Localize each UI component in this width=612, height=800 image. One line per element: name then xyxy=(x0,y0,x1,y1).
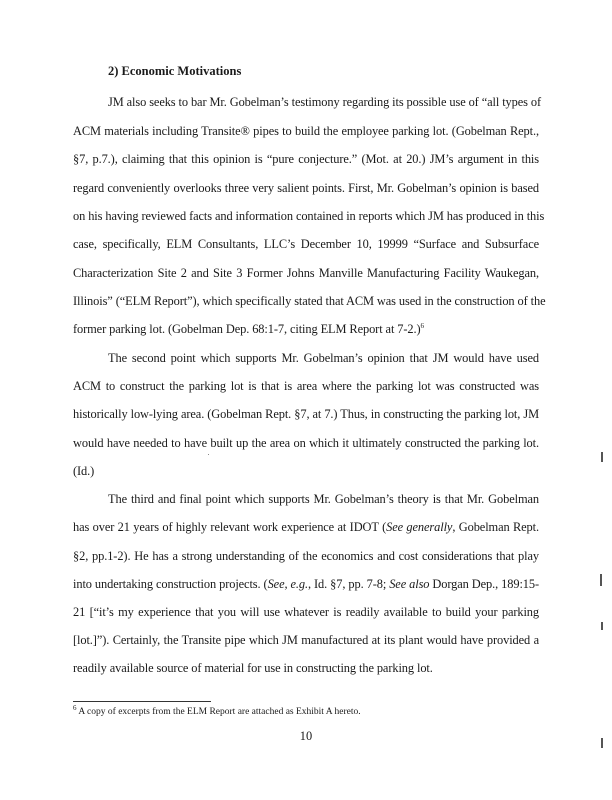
footnote-separator xyxy=(73,701,211,702)
paragraph1-line: JM also seeks to bar Mr. Gobelman’s testimony regarding its possible use of “all types of xyxy=(108,95,541,109)
scan-speck xyxy=(601,738,603,748)
paragraph3-line: The third and final point which supports Mr. Gobelman’s theory is that Mr. Gobelman xyxy=(108,492,539,506)
paragraph1-last-text: former parking lot. (Gobelman Dep. 68:1-7, citing ELM Report at 7-2.) xyxy=(73,322,421,336)
page-number: 10 xyxy=(299,729,313,743)
paragraph1-line: case, specifically, ELM Consultants, LLC’s December 10, 19999 “Surface and Subsurface xyxy=(73,237,539,251)
paragraph3-text: has over 21 years of highly relevant work experience at IDOT ( xyxy=(73,520,387,534)
paragraph1-line: §7, p.7.), claiming that this opinion is “pure conjecture.” (Mot. at 20.) JM’s argument in this xyxy=(73,152,539,166)
paragraph1-last-line xyxy=(73,321,424,337)
scan-speck xyxy=(208,454,209,455)
paragraph1-line: regard conveniently overlooks three very salient points. First, Mr. Gobelman’s opinion is based xyxy=(73,181,539,195)
scan-speck xyxy=(600,574,602,586)
paragraph2-line: historically low-lying area. (Gobelman Rept. §7, at 7.) Thus, in constructing the parking lot, JM xyxy=(73,407,539,421)
citation-signal: See generally xyxy=(386,520,453,534)
paragraph3-line: 21 [“it’s my experience that you will use whatever is readily available to build your parking xyxy=(73,605,539,619)
paragraph3-line xyxy=(73,519,539,535)
paragraph3-text: , Id. §7, pp. 7-8; xyxy=(308,577,390,591)
citation-signal: See, e.g. xyxy=(267,577,308,591)
paragraph1-line: ACM materials including Transite® pipes to build the employee parking lot. (Gobelman Rept., xyxy=(73,124,539,138)
paragraph2-line: would have needed to have built up the area on which it ultimately constructed the parking lot. xyxy=(73,436,539,450)
section-heading: 2) Economic Motivations xyxy=(108,64,242,78)
paragraph1-line: Illinois” (“ELM Report”), which specifically stated that ACM was used in the construction of the xyxy=(73,294,546,308)
citation-signal: See also xyxy=(389,577,430,591)
paragraph3-text: into undertaking construction projects. ( xyxy=(73,577,268,591)
footnote-text: A copy of excerpts from the ELM Report are attached as Exhibit A hereto. xyxy=(76,707,361,717)
paragraph3-line: §2, pp.1-2). He has a strong understanding of the economics and cost considerations that play xyxy=(73,549,539,563)
paragraph3-line: [lot.]”). Certainly, the Transite pipe which JM manufactured at its plant would have provided a xyxy=(73,633,539,647)
scan-speck xyxy=(601,622,603,630)
paragraph2-line: ACM to construct the parking lot is that is area where the parking lot was constructed was xyxy=(73,379,539,393)
paragraph2-last-line: (Id.) xyxy=(73,464,95,478)
paragraph3-last-line: readily available source of material for use in constructing the parking lot. xyxy=(73,661,433,675)
paragraph2-line: The second point which supports Mr. Gobelman’s opinion that JM would have used xyxy=(108,351,539,365)
scan-speck xyxy=(601,452,603,462)
paragraph1-line: Characterization Site 2 and Site 3 Former Johns Manville Manufacturing Facility Waukegan, xyxy=(73,266,539,280)
footnote-reference: 6 xyxy=(420,321,424,330)
footnote xyxy=(73,703,361,717)
paragraph3-text: Dorgan Dep., 189:15- xyxy=(429,577,539,591)
paragraph1-line: on his having reviewed facts and information contained in reports which JM has produced in this xyxy=(73,209,545,223)
paragraph3-text: , Gobelman Rept. xyxy=(452,520,539,534)
paragraph3-line xyxy=(73,576,539,592)
footnote-mark: 6 xyxy=(73,703,77,712)
